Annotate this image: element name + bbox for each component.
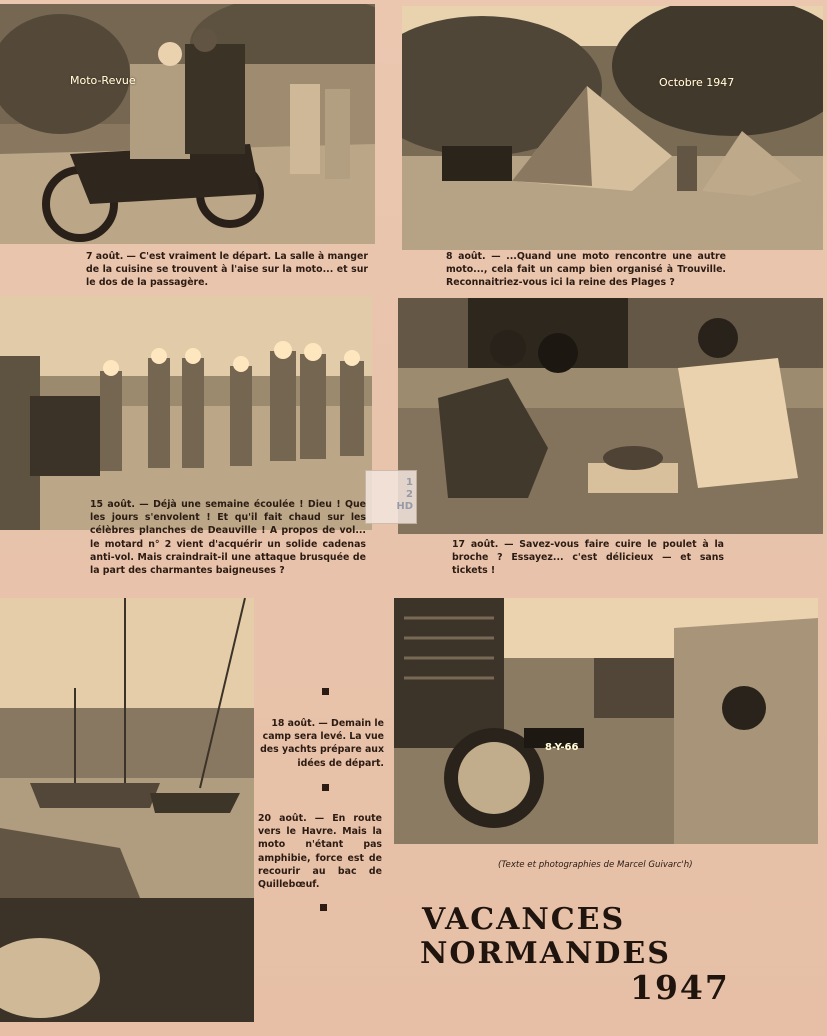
title-vacances: VACANCES (422, 902, 626, 937)
bullet-marker (320, 904, 327, 911)
caption-aug20: 20 août. — En route vers le Havre. Mais la moto n'étant pas amphibie, force est de recourir au bac de Quillebœuf. (258, 813, 382, 891)
title-year: 1947 (630, 968, 730, 1007)
photo-camp-tents (402, 6, 823, 250)
magazine-name: Moto-Revue (70, 74, 136, 87)
watermark-logo: 1 2 HD (365, 470, 417, 524)
bullet-marker (322, 784, 329, 791)
issue-date: Octobre 1947 (659, 76, 735, 89)
photo-credit: (Texte et photographies de Marcel Guivarc'h) (498, 860, 693, 870)
bullet-marker (322, 688, 329, 695)
photo-cooking-chicken (398, 298, 823, 534)
caption-aug7: 7 août. — C'est vraiment le départ. La salle à manger de la cuisine se trouvent à l'aise sur la moto... et sur le dos de la passagère. (86, 251, 368, 289)
photo-ferry-motorcycle (394, 598, 818, 844)
photo-deauville-beach (0, 296, 372, 530)
caption-aug17: 17 août. — Savez-vous faire cuire le poulet à la broche ? Essayez... c'est délicieux — et sans tickets ! (452, 539, 724, 577)
title-normandes: NORMANDES (420, 936, 671, 971)
photo-motorcycle-departure (0, 4, 375, 244)
caption-aug18: 18 août. — Demain le camp sera levé. La vue des yachts prépare aux idées de départ. (260, 718, 384, 769)
license-plate: 8-Y-66 (545, 742, 579, 753)
photo-yachts-harbour (0, 598, 254, 1022)
caption-aug15: 15 août. — Déjà une semaine écoulée ! Dieu ! Que les jours s'envolent ! Et qu'il fait chaud sur les célèbres planches de Deauville ! A propos de vol... le motard n° 2 vient d'acquérir un solide cadenas anti-vol. Mais craindrait-il une attaque brusquée de la part des charmantes baigneuses ? (90, 499, 366, 577)
caption-aug8: 8 août. — ...Quand une moto rencontre une autre moto..., cela fait un camp bien organisé à Trouville. Reconnaitriez-vous ici la reine des Plages ? (446, 251, 726, 289)
